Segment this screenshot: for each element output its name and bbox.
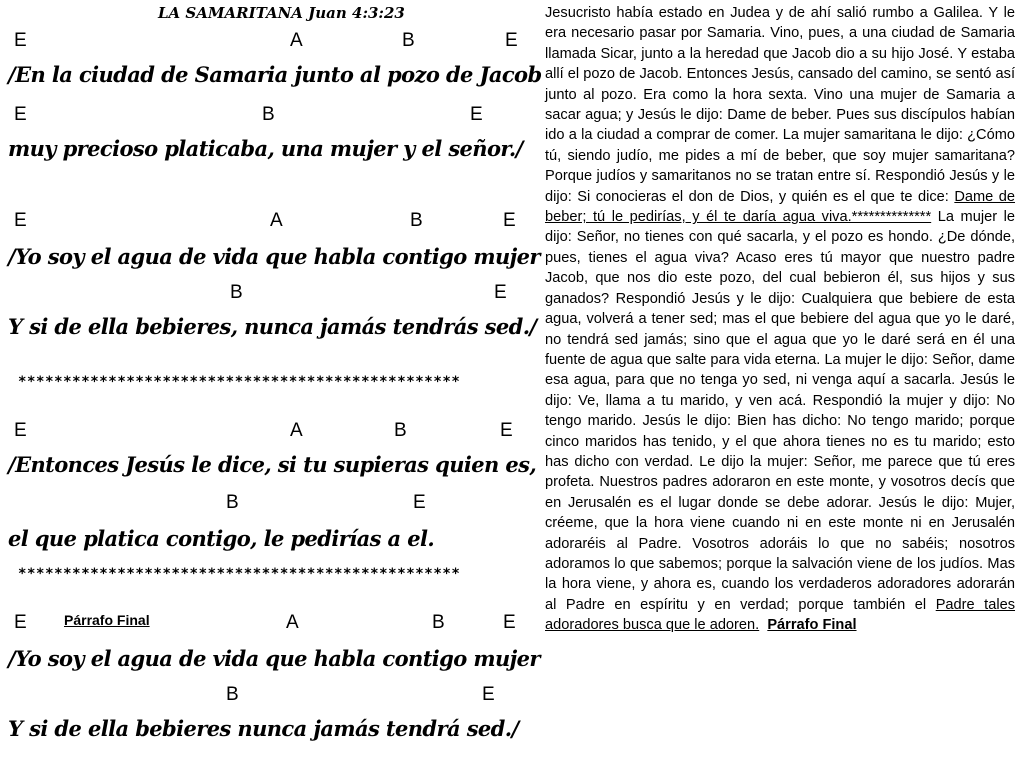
chord: A: [270, 210, 283, 231]
chord: E: [503, 210, 516, 231]
lyric-line: /Yo soy el agua de vida que habla contigo mujer: [8, 646, 540, 671]
chord: A: [286, 612, 299, 633]
chord-line: [0, 210, 542, 244]
chord: E: [500, 420, 513, 441]
chord: E: [503, 612, 516, 633]
chord: E: [494, 282, 507, 303]
chord: B: [226, 684, 239, 705]
chord: A: [290, 30, 303, 51]
song-title: LA SAMARITANA Juan 4:3:23: [158, 4, 405, 22]
final-paragraph-label: Párrafo Final: [64, 612, 150, 628]
chord: E: [14, 104, 27, 125]
chord: B: [262, 104, 275, 125]
passage-text-underlined: Padre tales adoradores busca que le adoren.: [545, 596, 1016, 634]
chord: E: [413, 492, 426, 513]
lyric-line: Y si de ella bebieres nunca jamás tendrá sed./: [8, 716, 519, 741]
chord-line: [0, 420, 542, 454]
lyric-line: muy precioso platicaba, una mujer y el señor./: [8, 136, 523, 161]
chord: E: [14, 420, 27, 441]
chord: B: [230, 282, 243, 303]
lyric-line: /Entonces Jesús le dice, si tu supieras quien es,: [8, 452, 537, 477]
chord: E: [14, 30, 27, 51]
chord: E: [470, 104, 483, 125]
passage-text: La mujer le dijo: Señor, no tienes con qué sacarla, y el pozo es hondo. ¿De dónde, pues, tienes el agua viva? Acaso eres tú mayor que nuestro padre Jacob, que nos dio este pozo, del cual bebieron él, sus hijos y sus ganados? Respondió Jesús y le dijo: Cualquiera que bebiere de esta agua, volverá a tener sed; mas el que bebiere del agua que yo le daré, no tendrá sed jamás; sino que el agua que yo le daré será en él una fuente de agua que salte para vida eterna. La mujer le dijo: Señor, dame esa agua, para que no tenga yo sed, ni venga aquí a sacarla. Jesús le dijo: Ve, llama a tu marido, y ven acá. Respondió la mujer y dijo: No tengo marido. Jesús le dijo: Bien has dicho: No tengo marido; porque cinco maridos has tenido, y el que ahora tienes no es tu marido; esto has dicho con verdad. Le dijo la mujer: Señor, me parece que tú eres profeta. Nuestros padres adoraron en este monte, y vosotros decís que en Jerusalén es el lugar donde se debe adorar. Jesús le dijo: Mujer, créeme, que la hora viene cuando ni en este monte ni en Jerusalén adoraréis al Padre. Vosotros adoráis lo que no sabéis; nosotros adoramos lo que sabemos; porque la salvación viene de los judíos. Mas la hora viene, y ahora es, cuando los verdaderos adoradores adorarán al Padre en espíritu y en verdad; porque también el: [545, 209, 1015, 613]
separator-stars: *************************************************: [18, 374, 461, 390]
chord-line: [0, 492, 542, 526]
chord: B: [410, 210, 423, 231]
chord-line: [0, 104, 542, 138]
chord: E: [14, 210, 27, 231]
chord: E: [14, 612, 27, 633]
chord: A: [290, 420, 303, 441]
chord: B: [394, 420, 407, 441]
chord: B: [432, 612, 445, 633]
lyric-line: Y si de ella bebieres, nunca jamás tendrás sed./: [8, 314, 537, 339]
chord-line: [0, 684, 542, 718]
final-paragraph-label: Párrafo Final: [767, 617, 857, 634]
chord-line: [0, 30, 542, 64]
chord: E: [482, 684, 495, 705]
lyric-line: el que platica contigo, le pedirías a el.: [8, 526, 435, 551]
chord: B: [226, 492, 239, 513]
passage-text: Jesucristo había estado en Judea y de ahí salió rumbo a Galilea. Y le era necesario pasar por Samaria. Vino, pues, a una ciudad de Samaria llamada Sicar, junto a la heredad que Jacob dio a su hijo José. Y estaba allí el pozo de Jacob. Entonces Jesús, cansado del camino, se sentó así junto al pozo. Era como la hora sexta. Vino una mujer de Samaria a sacar agua; y Jesús le dijo: Dame de beber. Pues sus discípulos habían ido a la ciudad a comprar de comer. La mujer samaritana le dijo: ¿Cómo tú, siendo judío, me pides a mí de beber, que soy mujer samaritana? Porque judíos y samaritanos no se tratan entre sí. Respondió Jesús y le dijo: Si conocieras el don de Dios, y quién es el que te dice:: [545, 5, 1015, 205]
separator-stars: *************************************************: [18, 566, 461, 582]
lyric-line: /Yo soy el agua de vida que habla contigo mujer: [8, 244, 540, 269]
lyric-line: /En la ciudad de Samaria junto al pozo de Jacob: [8, 62, 542, 87]
chord: B: [402, 30, 415, 51]
chord: E: [505, 30, 518, 51]
chord-line: [0, 282, 542, 316]
passage-paragraph: [545, 3, 1015, 636]
scripture-passage: [545, 3, 1015, 636]
passage-text-underlined: Dame de beber; tú le pedirías, y él te daría agua viva.**************: [545, 188, 1015, 226]
